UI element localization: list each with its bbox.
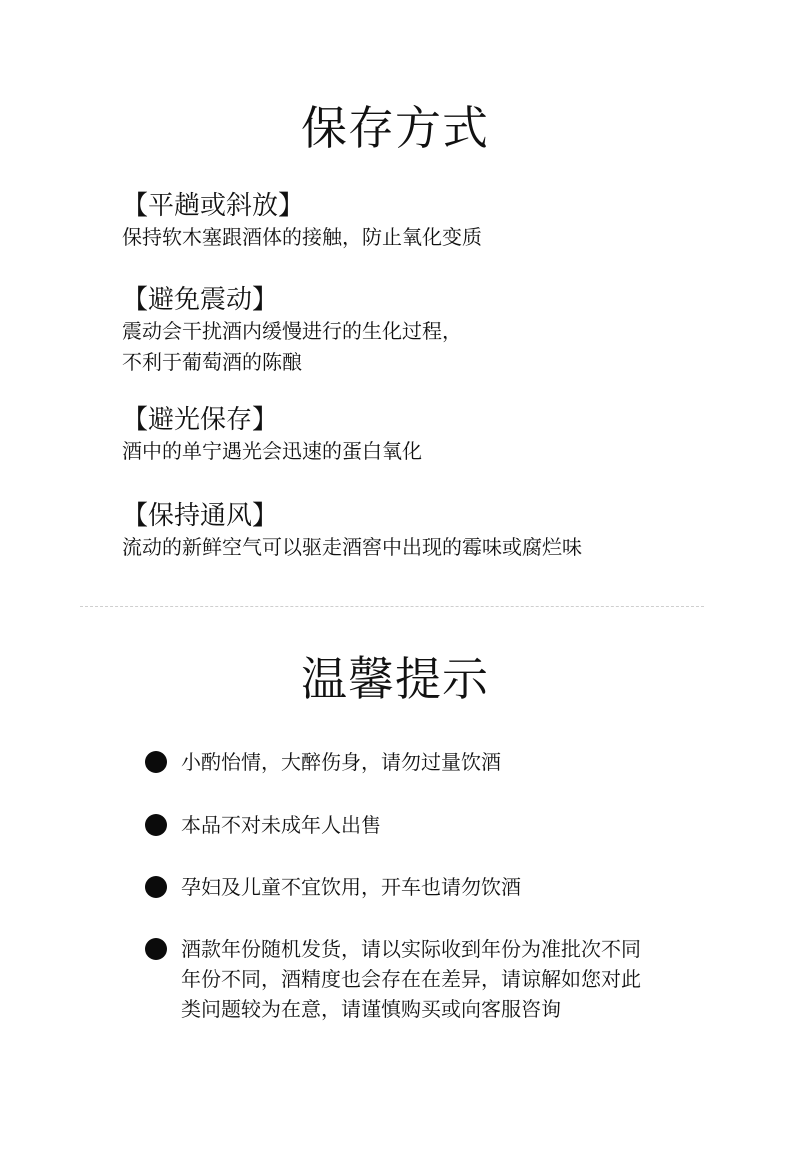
tip-item [145,872,705,902]
storage-item-description: 震动会干扰酒内缓慢进行的生化过程， 不利于葡萄酒的陈酿 [122,319,462,374]
bullet-dot-icon [145,938,167,960]
storage-methods-title: 保存方式 [301,101,489,155]
tip-item [145,747,705,777]
tip-text: 本品不对未成年人出售 [181,813,381,837]
storage-item-ventilation [122,500,742,563]
storage-item-description: 酒中的单宁遇光会迅速的蛋白氧化 [122,439,422,463]
storage-item-lay-flat [122,190,742,253]
storage-item-avoid-vibration [122,284,742,378]
storage-item-avoid-light [122,404,742,467]
section-divider [80,606,704,607]
storage-item-heading: 【避免震动】 [122,285,279,315]
storage-item-heading: 【避光保存】 [122,405,279,435]
tip-text: 酒款年份随机发货，请以实际收到年份为准批次不同 年份不同，酒精度也会存在在差异，请谅解如您对此 类问题较为在意，请谨慎购买或向客服咨询 [181,937,641,1021]
tip-text: 孕妇及儿童不宜饮用，开车也请勿饮酒 [181,875,521,899]
storage-item-description: 保持软木塞跟酒体的接触，防止氧化变质 [122,225,482,249]
bullet-dot-icon [145,876,167,898]
tip-item [145,934,705,1024]
warm-tips-title: 温馨提示 [301,652,489,706]
bullet-dot-icon [145,814,167,836]
tip-item [145,810,705,840]
storage-item-heading: 【平趟或斜放】 [122,191,305,221]
storage-item-description: 流动的新鲜空气可以驱走酒窖中出现的霉味或腐烂味 [122,535,582,559]
tip-text: 小酌怡情，大醉伤身，请勿过量饮酒 [181,750,501,774]
storage-item-heading: 【保持通风】 [122,501,279,531]
bullet-dot-icon [145,751,167,773]
